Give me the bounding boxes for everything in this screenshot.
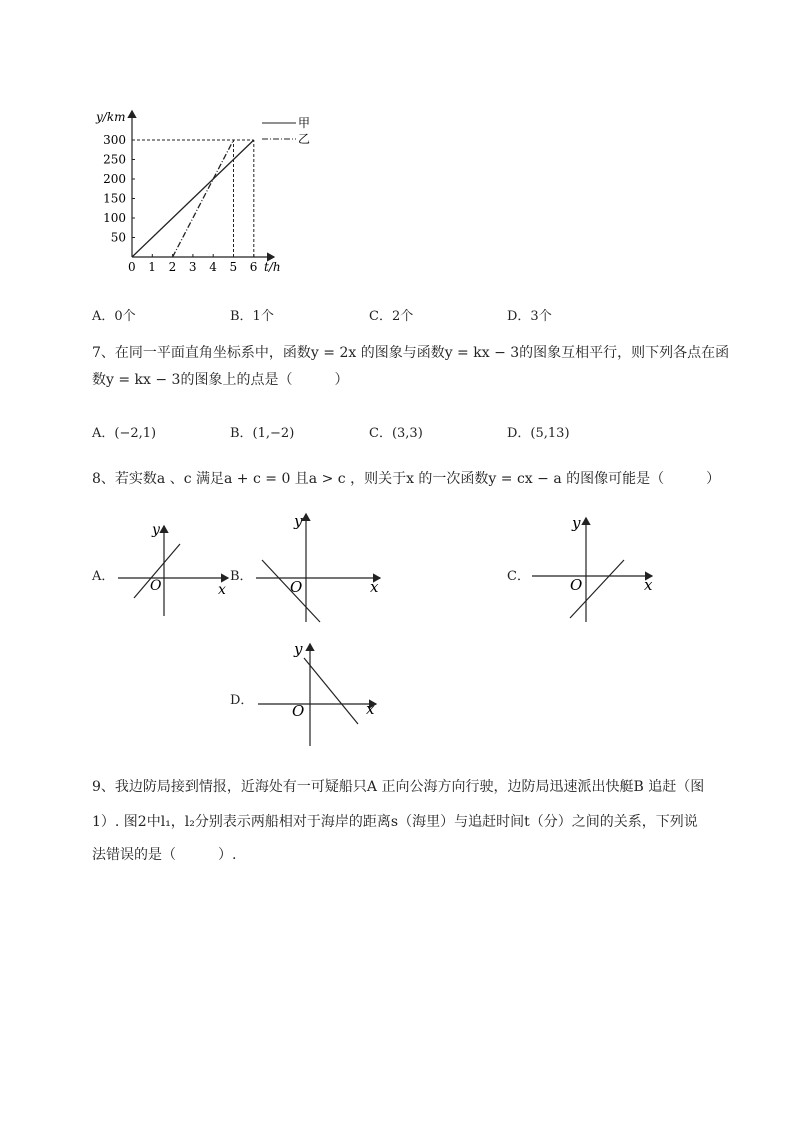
series-line-yi xyxy=(173,140,234,257)
origin-label: O xyxy=(570,576,583,594)
x-tick-label: 5 xyxy=(229,260,238,274)
q6-option-b: B．1个 xyxy=(230,309,274,324)
q7-option-a: A．(−2,1) xyxy=(92,426,157,441)
x-tick-label: 4 xyxy=(209,260,217,274)
x-tick-label: 3 xyxy=(188,260,197,274)
series-line-jia xyxy=(132,140,254,257)
x-label: x xyxy=(370,578,379,596)
q8-graph-b-label: B． xyxy=(230,569,253,584)
origin-label: 0 xyxy=(128,260,136,274)
x-label: x xyxy=(218,582,226,598)
y-label: y xyxy=(294,640,303,658)
y-axis-label: y/km xyxy=(96,110,126,124)
y-label: y xyxy=(572,514,581,532)
q8-graph-a-label: A． xyxy=(92,569,115,584)
q8-graph-d-label: D． xyxy=(230,693,254,708)
q9-stem-line3: 法错误的是（ ）. xyxy=(92,847,237,863)
q7-option-d: D．(5,13) xyxy=(507,426,570,441)
y-tick-label: 150 xyxy=(103,191,126,206)
y-label: y xyxy=(294,512,303,530)
y-label: y xyxy=(152,522,160,538)
function-line xyxy=(304,658,358,724)
y-tick-label: 300 xyxy=(103,133,126,147)
q8-graph-d xyxy=(252,638,388,750)
q8-graph-b xyxy=(252,508,388,628)
origin-label: O xyxy=(150,578,162,594)
q8-stem: 8、若实数a 、c 满足a + c = 0 且a > c ，则关于x 的一次函数y = cx − a 的图像可能是（ ） xyxy=(92,471,721,487)
q6-option-c: C．2个 xyxy=(369,309,414,324)
q9-stem-line2: 1）. 图2中l₁，l₂分别表示两船相对于海岸的距离s（海里）与追赶时间t（分）之间的关系，下列说 xyxy=(92,814,698,830)
q8-graph-c xyxy=(528,512,662,628)
y-tick-label: 100 xyxy=(103,211,126,225)
x-tick-label: 2 xyxy=(168,260,177,274)
q7-stem-line2: 数y = kx − 3的图象上的点是（ ） xyxy=(92,372,349,388)
legend-label-jia: 甲 xyxy=(298,116,311,130)
y-tick-label: 50 xyxy=(110,230,126,245)
q7-stem-line1: 7、在同一平面直角坐标系中，函数y = 2x 的图象与函数y = kx − 3的图象互相平行，则下列各点在函 xyxy=(92,345,730,361)
x-tick-label: 1 xyxy=(148,260,156,274)
distance-time-chart xyxy=(90,105,330,285)
x-axis-label: t/h xyxy=(264,260,281,274)
y-tick-label: 250 xyxy=(103,152,126,167)
origin-label: O xyxy=(290,578,303,596)
q8-graph-c-label: C． xyxy=(507,569,530,584)
x-tick-label: 6 xyxy=(249,260,258,274)
q7-option-b: B．(1,−2) xyxy=(230,426,295,441)
q6-option-a: A．0个 xyxy=(92,309,136,324)
q8-graph-a xyxy=(112,518,238,618)
x-label: x xyxy=(644,576,653,594)
q9-stem-line1: 9、我边防局接到情报，近海处有一可疑船只A 正向公海方向行驶，边防局迅速派出快艇B 追赶（图 xyxy=(92,779,705,795)
q7-option-c: C．(3,3) xyxy=(369,426,423,441)
y-tick-label: 200 xyxy=(103,172,126,186)
legend-label-yi: 乙 xyxy=(298,132,311,146)
x-label: x xyxy=(366,700,375,718)
origin-label: O xyxy=(292,702,305,720)
q6-option-d: D．3个 xyxy=(507,309,552,324)
